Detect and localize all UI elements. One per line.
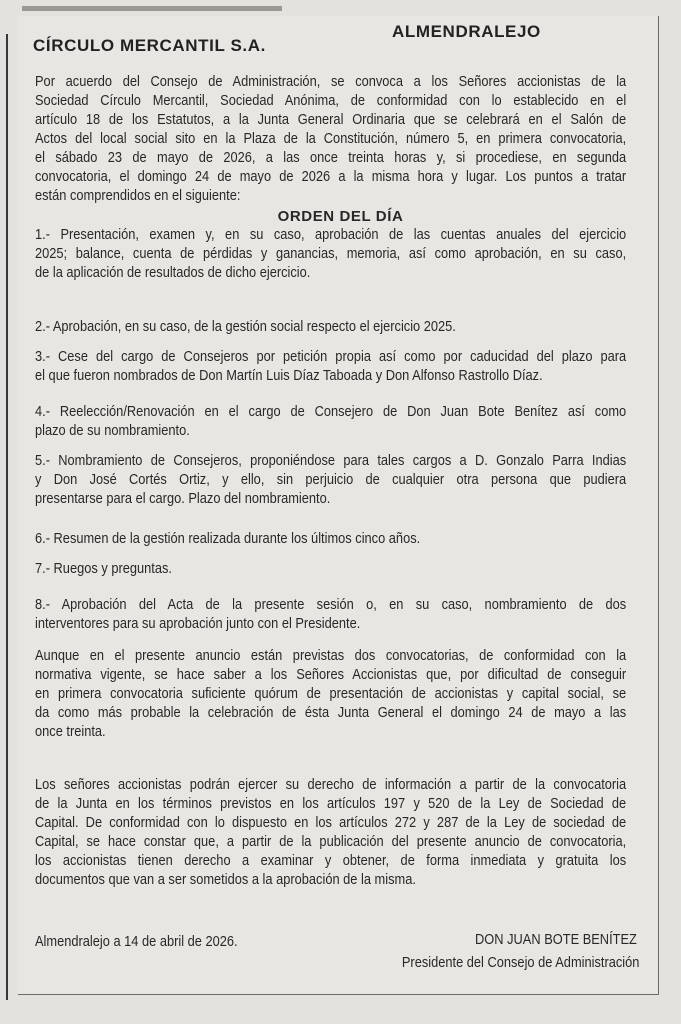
- text-line: 3.- Cese del cargo de Consejeros por petición propia así como por caducidad del plazo para: [35, 349, 627, 365]
- text-line: 5.- Nombramiento de Consejeros, proponiéndose para tales cargos a D. Gonzalo Parra Indias: [35, 453, 627, 469]
- text-line: artículo 18 de los Estatutos, a la Junta General Ordinaria que se celebrará en el Salón de: [35, 112, 627, 128]
- text-line: interventores para su aprobación junto con el Presidente.: [35, 616, 361, 632]
- text-line: Capital. De conformidad con lo dispuesto en los artículos 272 y 287 de la Ley de sociedad de: [35, 815, 627, 831]
- text-line: normativa vigente, se hace saber a los Señores Accionistas que, por dificultad de conseguir: [35, 667, 627, 683]
- text-line: documentos que van a ser sometidos a la aprobación de la misma.: [35, 872, 416, 888]
- intro-paragraph: [35, 73, 626, 206]
- place-date: Almendralejo a 14 de abril de 2026.: [35, 934, 238, 950]
- text-line: presentarse para el cargo. Plazo del nombramiento.: [35, 491, 331, 507]
- text-line: 8.- Aprobación del Acta de la presente sesión o, en su caso, nombramiento de dos: [35, 597, 627, 613]
- text-line: en primera convocatoria suficiente quórum de presentación de accionistas y capital social, se: [35, 686, 627, 702]
- agenda-item: [35, 226, 626, 283]
- text-line: 4.- Reelección/Renovación en el cargo de Consejero de Don Juan Bote Benítez así como: [35, 404, 627, 420]
- column-rule: [6, 34, 8, 1000]
- text-line: Los señores accionistas podrán ejercer su derecho de información a partir de la convocatoria: [35, 777, 627, 793]
- text-line: y Don José Cortés Ortiz, y ello, sin perjuicio de cualquier otra persona que pudiera: [35, 472, 627, 488]
- agenda-item: [35, 318, 626, 337]
- divider: [22, 6, 282, 11]
- agenda-item: [35, 452, 626, 509]
- agenda-title: ORDEN DEL DÍA: [277, 208, 404, 225]
- text-line: convocatoria, el domingo 24 de mayo de 2026 a la misma hora y lugar. Los puntos a tratar: [35, 169, 627, 185]
- text-line: Por acuerdo del Consejo de Administración, se convoca a los Señores accionistas de la: [35, 74, 627, 90]
- text-line: están comprendidos en el siguiente:: [35, 188, 241, 204]
- text-line: da como más probable la celebración de ésta Junta General el domingo 24 de mayo a las: [35, 705, 627, 721]
- signer-name: DON JUAN BOTE BENÍTEZ: [475, 932, 637, 948]
- agenda-item: [35, 403, 626, 441]
- text-line: Sociedad Círculo Mercantil, Sociedad Anónima, de conformidad con lo establecido en el: [35, 93, 627, 109]
- text-line: plazo de su nombramiento.: [35, 423, 190, 439]
- agenda-item: [35, 560, 626, 579]
- signer-title: Presidente del Consejo de Administración: [401, 955, 639, 971]
- text-line: los accionistas tienen derecho a examinar y obtener, de forma inmediata y gratuita los: [35, 853, 627, 869]
- text-line: de la aplicación de resultados de dicho ejercicio.: [35, 265, 311, 281]
- text-line: Aunque en el presente anuncio están previstas dos convocatorias, de conformidad con la: [35, 648, 627, 664]
- note-paragraph: [35, 776, 626, 890]
- text-line: 2025; balance, cuenta de pérdidas y ganancias, memoria, así como aprobación, en su caso,: [35, 246, 627, 262]
- text-line: de la Junta en los términos previstos en los artículos 197 y 520 de la Ley de Sociedad de: [35, 796, 627, 812]
- text-line: Capital, se hace constar que, a partir de la publicación del presente anuncio de convocatoria,: [35, 834, 627, 850]
- text-line: el que fueron nombrados de Don Martín Luis Díaz Taboada y Don Alfonso Rastrollo Díaz.: [35, 368, 543, 384]
- text-line: once treinta.: [35, 724, 106, 740]
- agenda-item: [35, 348, 626, 386]
- agenda-item: [35, 530, 626, 549]
- text-line: 6.- Resumen de la gestión realizada durante los últimos cinco años.: [35, 531, 421, 547]
- text-line: 2.- Aprobación, en su caso, de la gestión social respecto el ejercicio 2025.: [35, 319, 456, 335]
- text-line: 1.- Presentación, examen y, en su caso, aprobación de las cuentas anuales del ejercicio: [35, 227, 627, 243]
- city-name: ALMENDRALEJO: [392, 22, 541, 41]
- note-paragraph: [35, 647, 626, 742]
- text-line: 7.- Ruegos y preguntas.: [35, 561, 172, 577]
- company-name: CÍRCULO MERCANTIL S.A.: [33, 36, 266, 55]
- text-line: Actos del local social sito en la Plaza de la Constitución, número 5, en primera convocatoria,: [35, 131, 627, 147]
- text-line: el sábado 23 de mayo de 2026, a las once treinta horas y, si procediese, en segunda: [35, 150, 627, 166]
- agenda-item: [35, 596, 626, 634]
